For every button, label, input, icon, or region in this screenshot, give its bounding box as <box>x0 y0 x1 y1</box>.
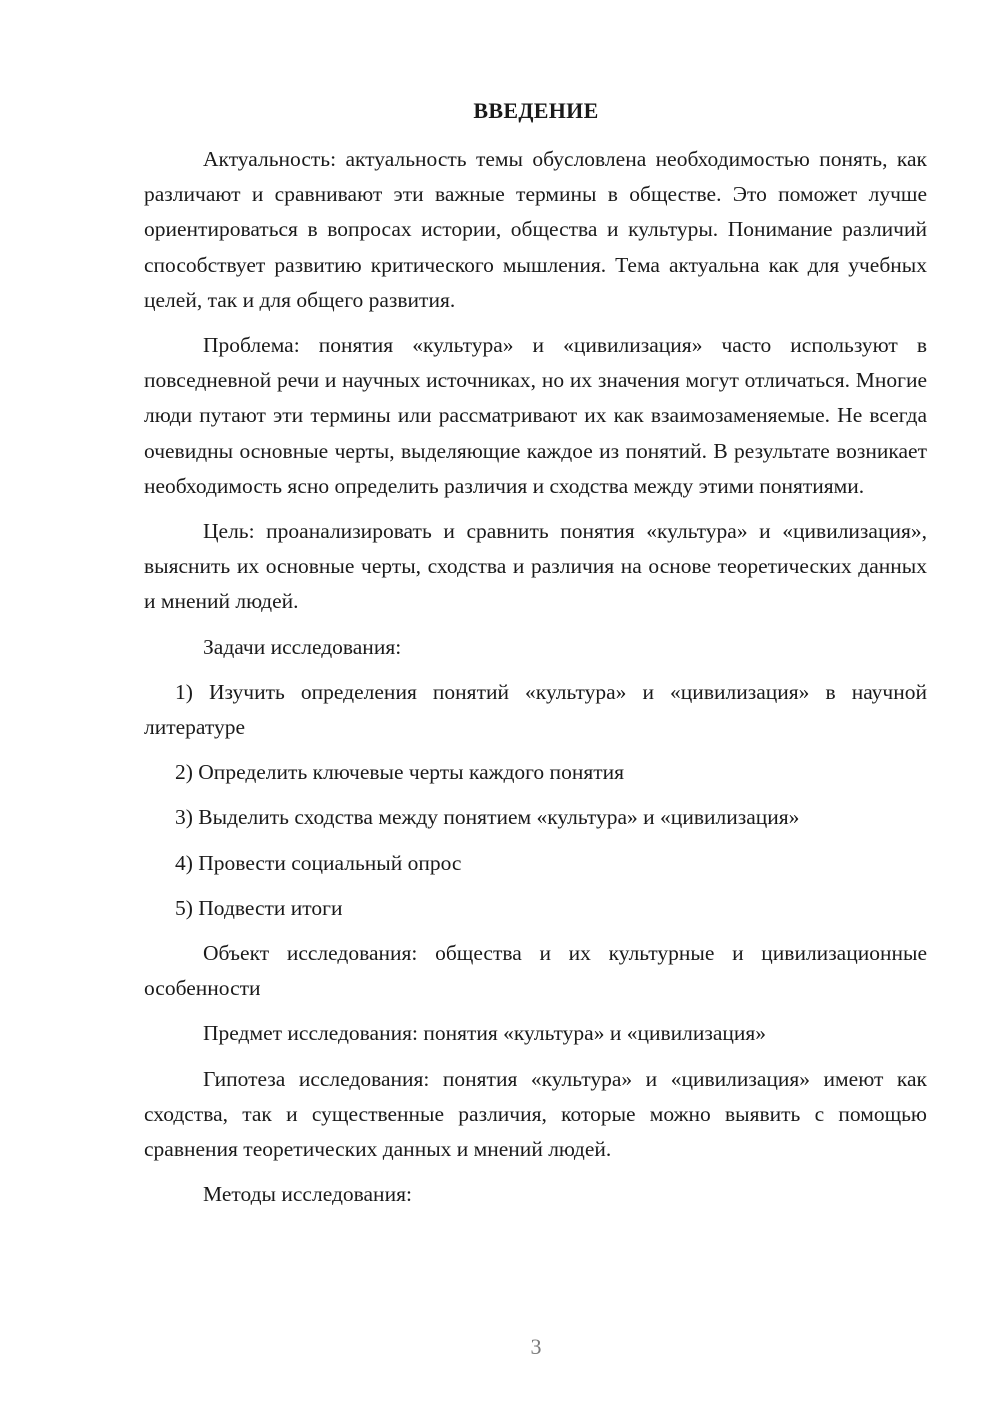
tasks-list <box>144 675 927 926</box>
methods-heading: Методы исследования: <box>203 1182 412 1207</box>
hypothesis-paragraph: Гипотеза исследования: понятия «культура» и «цивилизация» имеют как сходства, так и существенные различия, которые можно выявить с помощью сравнения теоретических данных и мнений людей. <box>144 1066 927 1162</box>
task-item: 1) Изучить определения понятий «культура» и «цивилизация» в научной литературе <box>144 679 927 740</box>
object-paragraph: Объект исследования: общества и их культурные и цивилизационные особенности <box>144 941 927 1001</box>
goal-paragraph: Цель: проанализировать и сравнить понятия «культура» и «цивилизация», выяснить их основные черты, сходства и различия на основе теоретических данных и мнений людей. <box>144 519 927 614</box>
task-item: 4) Провести социальный опрос <box>175 850 462 875</box>
relevance-paragraph: Актуальность: актуальность темы обусловлена необходимостью понять, как различают и сравнивают эти важные термины в обществе. Это поможет лучше ориентироваться в вопросах истории, общества и культуры. Понимание различий способствует развитию критического мышления. Тема актуальна как для учебных целей, так и для общего развития. <box>144 147 927 312</box>
tasks-heading: Задачи исследования: <box>203 634 402 659</box>
problem-paragraph: Проблема: понятия «культура» и «цивилизация» часто используют в повседневной речи и научных источниках, но их значения могут отличаться. Многие люди путают эти термины или рассматривают их как взаимозаменяемые. Не всегда очевидны основные черты, выделяющие каждое из понятий. В результате возникает необходимость ясно определить различия и сходства между этими понятиями. <box>144 333 927 498</box>
task-item: 5) Подвести итоги <box>175 895 343 920</box>
task-item: 2) Определить ключевые черты каждого понятия <box>175 760 625 785</box>
document-body <box>144 142 927 1222</box>
subject-paragraph: Предмет исследования: понятия «культура» и «цивилизация» <box>203 1021 767 1046</box>
page-title: ВВЕДЕНИЕ <box>473 98 599 123</box>
task-item: 3) Выделить сходства между понятием «культура» и «цивилизация» <box>175 805 800 830</box>
page-number: 3 <box>530 1334 542 1359</box>
